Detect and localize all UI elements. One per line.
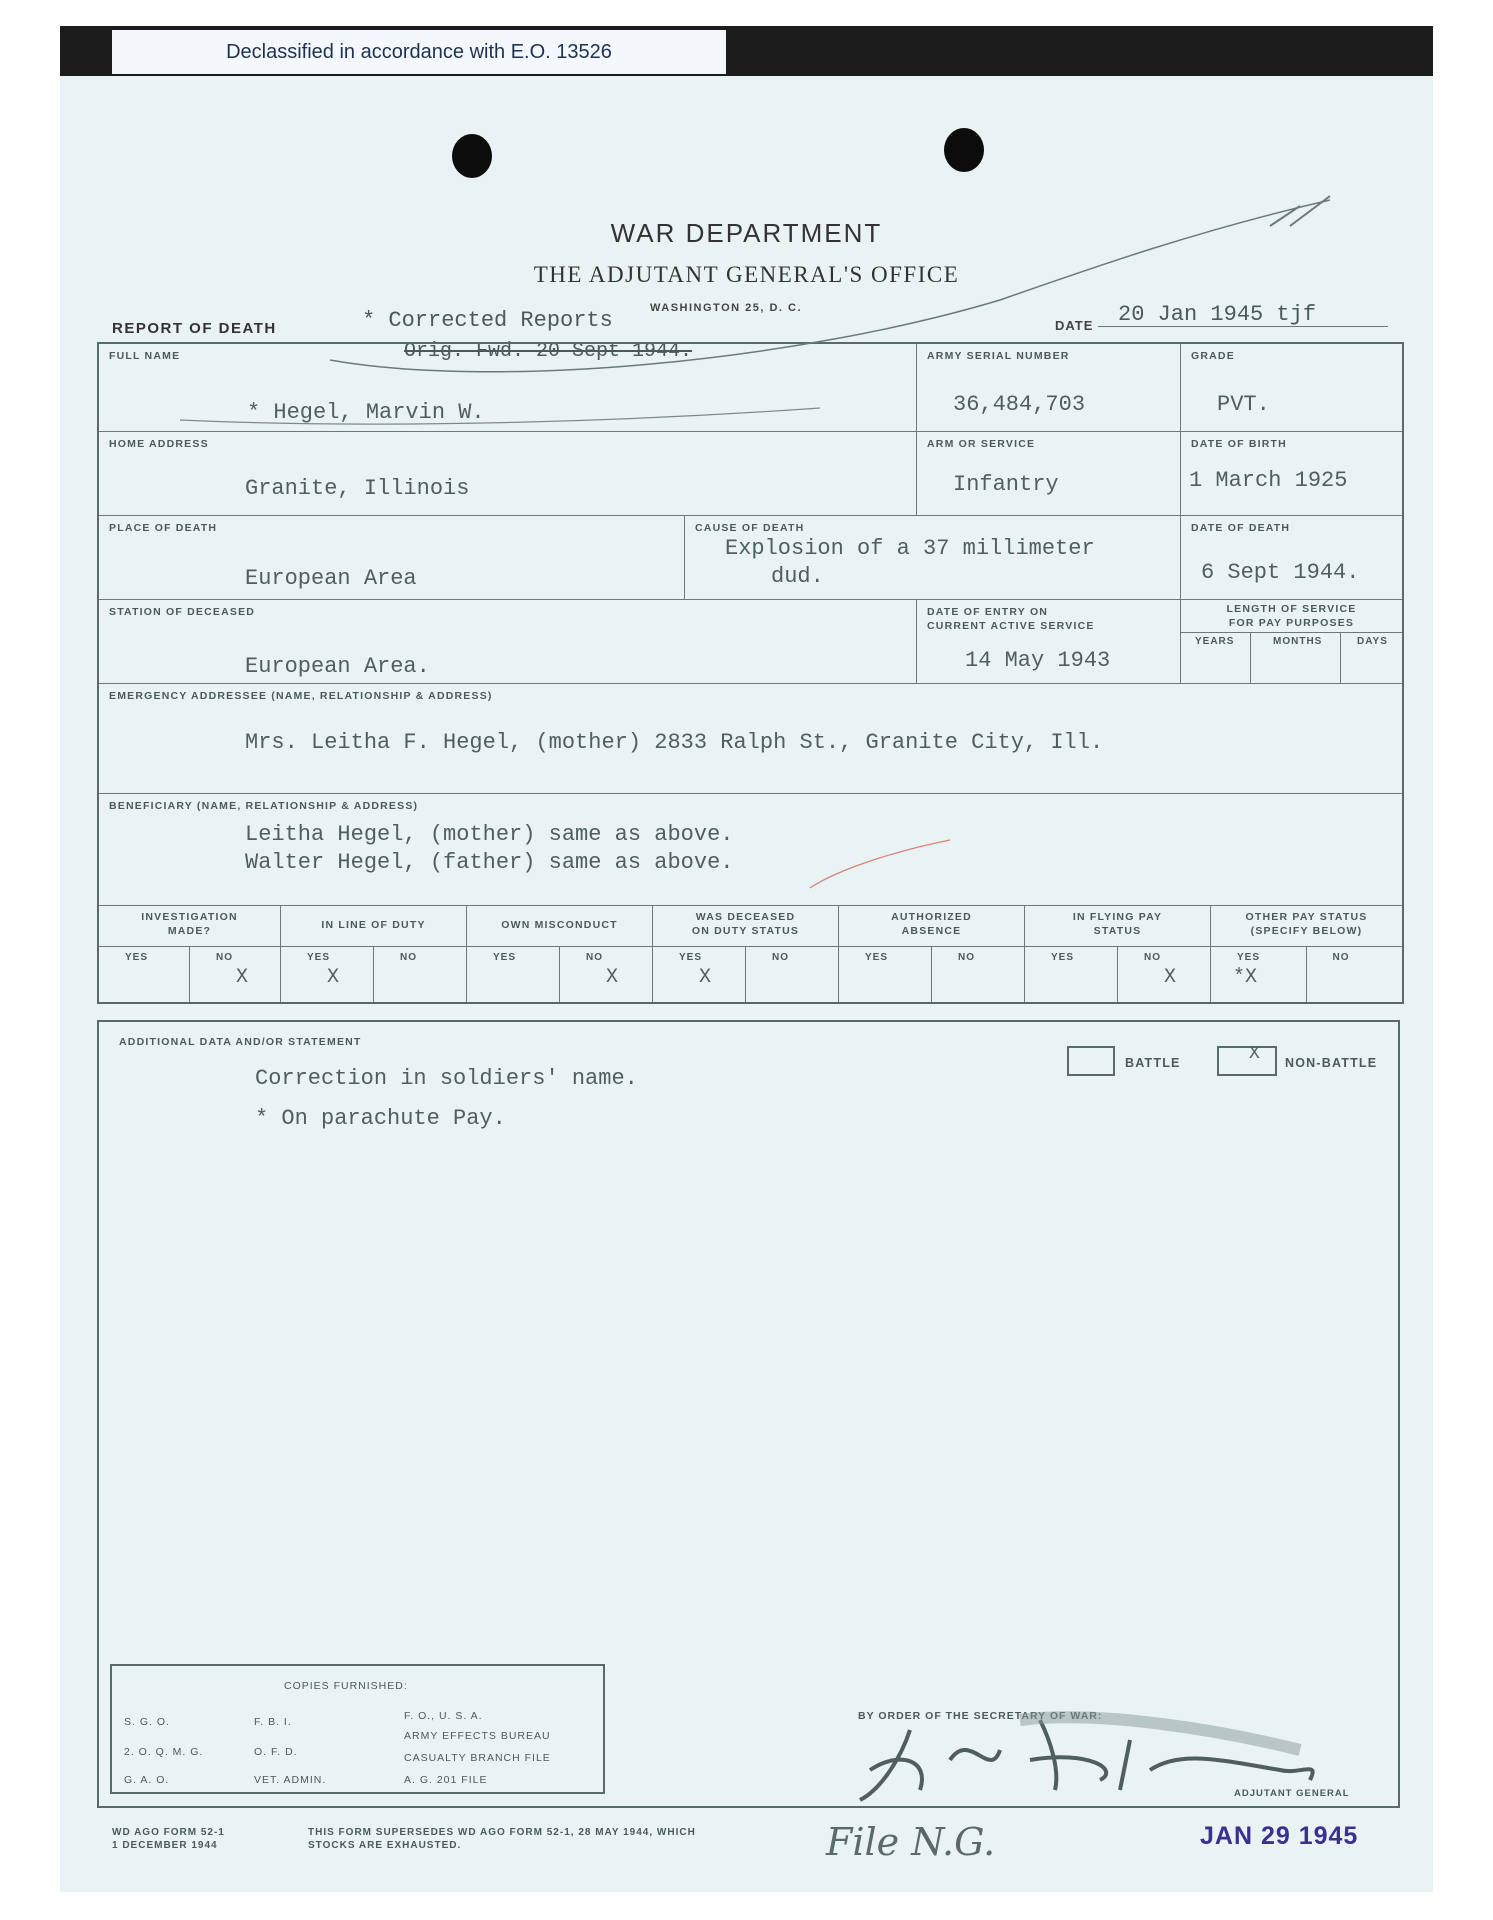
- status-no-label: NO: [586, 952, 603, 963]
- full-name-label: FULL NAME: [109, 350, 181, 362]
- status-no-label: NO: [772, 952, 789, 963]
- report-title: REPORT OF DEATH: [112, 320, 277, 337]
- punch-hole-right: [944, 128, 984, 172]
- arm-service-label: ARM OR SERVICE: [927, 438, 1036, 450]
- status-yes-label: YES: [307, 952, 331, 963]
- serial-value: 36,484,703: [953, 392, 1086, 417]
- battle-label: BATTLE: [1125, 1056, 1181, 1070]
- status-no-cell[interactable]: [374, 946, 467, 1002]
- status-group-4: [839, 906, 1025, 1002]
- copy-oqmg: 2. O. Q. M. G.: [124, 1746, 204, 1758]
- battle-checkbox[interactable]: [1067, 1046, 1115, 1076]
- months-label: MONTHS: [1273, 636, 1323, 647]
- status-mark: X: [699, 966, 712, 989]
- status-yes-cell[interactable]: [281, 946, 374, 1002]
- status-group-2: [467, 906, 653, 1002]
- status-mark: *X: [1233, 966, 1258, 989]
- form-id: [112, 1826, 225, 1852]
- status-mark: X: [236, 966, 249, 989]
- status-no-cell[interactable]: [1118, 946, 1211, 1002]
- form-number: WD AGO FORM 52-1: [112, 1827, 225, 1838]
- status-no-label: NO: [958, 952, 975, 963]
- status-group-1: [281, 906, 467, 1002]
- copy-sgo: S. G. O.: [124, 1716, 170, 1728]
- cause-of-death-cell: [685, 516, 1181, 600]
- signature: [800, 1690, 1340, 1820]
- status-no-label: NO: [1332, 952, 1350, 963]
- status-group-sublabel: ON DUTY STATUS: [691, 925, 800, 937]
- status-grid: [99, 906, 1402, 1002]
- entry-date-label-1: DATE OF ENTRY ON: [927, 606, 1049, 618]
- additional-line1: Correction in soldiers' name.: [255, 1066, 638, 1091]
- additional-data-label: ADDITIONAL DATA AND/OR STATEMENT: [119, 1036, 362, 1048]
- service-length-label-2: FOR PAY PURPOSES: [1228, 617, 1355, 629]
- status-yes-cell[interactable]: [1025, 946, 1118, 1002]
- status-no-label: NO: [1144, 952, 1161, 963]
- full-name-cell: [99, 344, 917, 432]
- status-yes-label: YES: [493, 952, 517, 963]
- status-group-label: OWN MISCONDUCT: [501, 919, 618, 931]
- status-group-label: WAS DECEASED: [695, 911, 796, 923]
- status-no-cell[interactable]: [190, 946, 281, 1002]
- place-of-death-value: European Area: [245, 566, 417, 591]
- service-length-cell: [1181, 600, 1402, 684]
- copy-fbi: F. B. I.: [254, 1716, 292, 1728]
- date-stamp: JAN 29 1945: [1200, 1822, 1359, 1850]
- beneficiary-line2: Walter Hegel, (father) same as above.: [245, 850, 734, 875]
- beneficiary-label: BENEFICIARY (NAME, RELATIONSHIP & ADDRESS): [109, 800, 419, 812]
- status-yes-label: YES: [1051, 952, 1075, 963]
- days-label: DAYS: [1357, 636, 1388, 647]
- copy-ofd: O. F. D.: [254, 1746, 298, 1758]
- emergency-addressee-label: EMERGENCY ADDRESSEE (NAME, RELATIONSHIP & ADDRESS): [109, 690, 493, 702]
- supersedes-line1: THIS FORM SUPERSEDES WD AGO FORM 52-1, 28 MAY 1944, WHICH: [308, 1827, 696, 1838]
- place-of-death-cell: [99, 516, 685, 600]
- supersedes-line2: STOCKS ARE EXHAUSTED.: [308, 1840, 462, 1851]
- punch-hole-left: [452, 134, 492, 178]
- status-no-cell[interactable]: [560, 946, 653, 1002]
- entry-date-cell: [917, 600, 1181, 684]
- status-no-cell[interactable]: [932, 946, 1025, 1002]
- copies-title: COPIES FURNISHED:: [284, 1680, 408, 1692]
- status-group-label: OTHER PAY STATUS: [1245, 911, 1368, 923]
- status-group-label: IN LINE OF DUTY: [321, 919, 426, 931]
- home-address-cell: [99, 432, 917, 516]
- copy-gao: G. A. O.: [124, 1774, 170, 1786]
- death-date-value: 6 Sept 1944.: [1201, 560, 1360, 585]
- department-title: WAR DEPARTMENT: [610, 218, 883, 248]
- status-yes-cell[interactable]: [1211, 946, 1307, 1002]
- station-cell: [99, 600, 917, 684]
- death-date-label: DATE OF DEATH: [1191, 522, 1291, 534]
- serial-cell: [917, 344, 1181, 432]
- additional-line2: * On parachute Pay.: [255, 1106, 506, 1131]
- report-date: 20 Jan 1945 tjf: [1118, 302, 1317, 327]
- status-yes-label: YES: [125, 952, 149, 963]
- service-length-label-1: LENGTH OF SERVICE: [1226, 603, 1357, 615]
- adjutant-general-label: ADJUTANT GENERAL: [1234, 1788, 1350, 1799]
- declassified-banner: Declassified in accordance with E.O. 13526: [112, 30, 726, 74]
- entry-date-value: 14 May 1943: [965, 648, 1111, 673]
- report-form: [97, 342, 1404, 1004]
- corrected-note: * Corrected Reports: [362, 308, 613, 333]
- copy-casualty-branch: CASUALTY BRANCH FILE: [404, 1752, 551, 1764]
- place-of-death-label: PLACE OF DEATH: [109, 522, 218, 534]
- home-address-value: Granite, Illinois: [245, 476, 470, 501]
- entry-date-label-2: CURRENT ACTIVE SERVICE: [927, 620, 1095, 632]
- status-no-cell[interactable]: [746, 946, 839, 1002]
- status-mark: X: [606, 966, 619, 989]
- copy-fo-usa: F. O., U. S. A.: [404, 1710, 483, 1722]
- status-group-label: AUTHORIZED: [891, 911, 972, 923]
- date-label: DATE: [1055, 318, 1094, 333]
- months-column: [1251, 632, 1341, 684]
- copy-vet-admin: VET. ADMIN.: [254, 1774, 327, 1786]
- birth-date-label: DATE OF BIRTH: [1191, 438, 1287, 450]
- non-battle-label: NON-BATTLE: [1285, 1056, 1378, 1070]
- status-group-sublabel: (SPECIFY BELOW): [1250, 925, 1363, 937]
- cause-of-death-line1: Explosion of a 37 millimeter: [725, 536, 1095, 561]
- non-battle-checkbox[interactable]: [1217, 1046, 1277, 1076]
- status-group-0: [99, 906, 281, 1002]
- status-mark: X: [1164, 966, 1177, 989]
- station-value: European Area.: [245, 654, 430, 679]
- office-location: WASHINGTON 25, D. C.: [650, 302, 803, 314]
- status-group-sublabel: STATUS: [1093, 925, 1142, 937]
- birth-date-cell: [1181, 432, 1402, 516]
- grade-cell: [1181, 344, 1402, 432]
- status-yes-label: YES: [1237, 952, 1261, 963]
- beneficiary-line1: Leitha Hegel, (mother) same as above.: [245, 822, 734, 847]
- status-group-5: [1025, 906, 1211, 1002]
- copy-army-effects: ARMY EFFECTS BUREAU: [404, 1730, 551, 1742]
- years-label: YEARS: [1195, 636, 1235, 647]
- status-no-cell[interactable]: [1307, 946, 1403, 1002]
- grade-label: GRADE: [1191, 350, 1235, 362]
- grade-value: PVT.: [1217, 392, 1270, 417]
- beneficiary-cell: [99, 794, 1402, 906]
- supersedes-note: [308, 1826, 696, 1852]
- status-group-label: INVESTIGATION: [141, 911, 238, 923]
- status-group-6: [1211, 906, 1402, 1002]
- emergency-addressee-value: Mrs. Leitha F. Hegel, (mother) 2833 Ralph St., Granite City, Ill.: [245, 730, 1104, 755]
- serial-label: ARMY SERIAL NUMBER: [927, 350, 1070, 362]
- arm-service-value: Infantry: [953, 472, 1059, 497]
- status-group-sublabel: MADE?: [167, 925, 212, 937]
- status-yes-cell[interactable]: [99, 946, 190, 1002]
- death-date-cell: [1181, 516, 1402, 600]
- status-no-label: NO: [216, 952, 233, 963]
- status-yes-cell[interactable]: [839, 946, 932, 1002]
- copies-furnished-box: [110, 1664, 605, 1794]
- status-no-label: NO: [400, 952, 417, 963]
- order-text: BY ORDER OF THE SECRETARY OF WAR:: [858, 1710, 1103, 1722]
- cause-of-death-line2: dud.: [771, 564, 824, 589]
- full-name-value: * Hegel, Marvin W.: [247, 400, 485, 425]
- arm-service-cell: [917, 432, 1181, 516]
- copy-ag-201: A. G. 201 FILE: [404, 1774, 488, 1786]
- file-note: File N.G.: [826, 1820, 996, 1864]
- status-group-3: [653, 906, 839, 1002]
- status-mark: X: [327, 966, 340, 989]
- status-yes-label: YES: [679, 952, 703, 963]
- status-group-sublabel: ABSENCE: [901, 925, 962, 937]
- status-yes-cell[interactable]: [467, 946, 560, 1002]
- birth-date-value: 1 March 1925: [1189, 468, 1348, 493]
- status-yes-label: YES: [865, 952, 889, 963]
- non-battle-mark: X: [1249, 1044, 1260, 1064]
- form-date: 1 DECEMBER 1944: [112, 1840, 218, 1851]
- office-title: THE ADJUTANT GENERAL'S OFFICE: [533, 262, 960, 287]
- original-forward-note: Orig. Fwd. 20 Sept 1944.: [404, 340, 693, 363]
- years-column: [1181, 632, 1251, 684]
- emergency-addressee-cell: [99, 684, 1402, 794]
- status-yes-cell[interactable]: [653, 946, 746, 1002]
- station-label: STATION OF DECEASED: [109, 606, 256, 618]
- home-address-label: HOME ADDRESS: [109, 438, 209, 450]
- cause-of-death-label: CAUSE OF DEATH: [695, 522, 805, 534]
- status-group-label: IN FLYING PAY: [1072, 911, 1163, 923]
